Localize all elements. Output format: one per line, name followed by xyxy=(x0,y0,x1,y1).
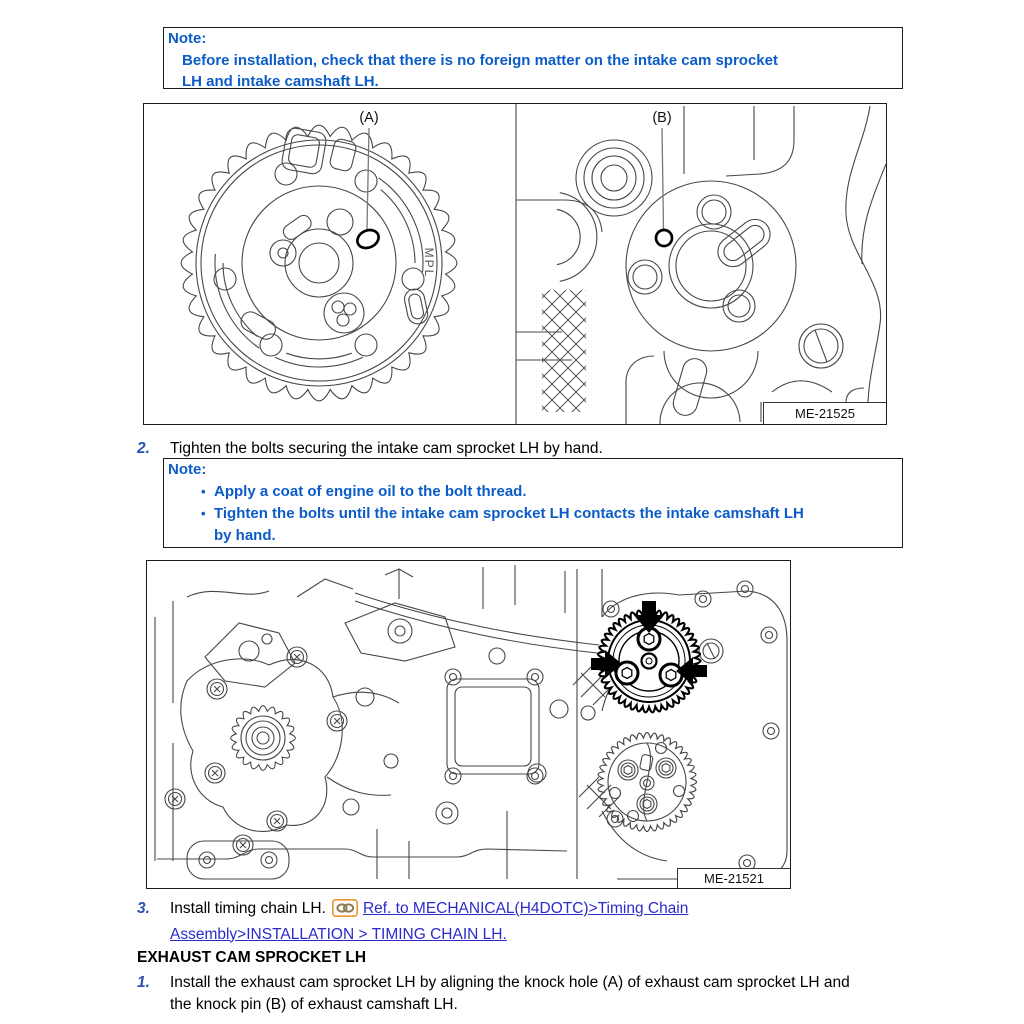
step-1 xyxy=(137,972,915,1015)
leader-line-b xyxy=(662,128,664,229)
section-heading: EXHAUST CAM SPROCKET LH xyxy=(137,949,367,966)
bullet-icon: • xyxy=(201,506,206,521)
figure-engine-timing-chain xyxy=(146,560,791,889)
panel-b-label: (B) xyxy=(652,110,672,126)
step-text-line: the knock pin (B) of exhaust camshaft LH. xyxy=(170,995,458,1013)
step-number: 3. xyxy=(137,900,150,917)
bullet-text: Tighten the bolts until the intake cam sprocket LH contacts the intake camshaft LH xyxy=(214,505,804,522)
note-bullet-continuation xyxy=(164,525,902,547)
note-box-intake-check xyxy=(163,27,903,89)
bullet-text: Apply a coat of engine oil to the bolt thread. xyxy=(214,483,527,500)
chain-link-icon xyxy=(332,899,358,924)
note-bullet-item xyxy=(164,503,902,525)
note-text-line: LH and intake camshaft LH. xyxy=(182,73,379,89)
leader-line-a xyxy=(367,128,369,229)
figure-code: ME-21521 xyxy=(677,868,790,888)
note-label: Note: xyxy=(168,461,207,478)
note-label: Note: xyxy=(168,30,207,47)
panel-a-label: (A) xyxy=(359,110,379,126)
step-text: Tighten the bolts securing the intake cam sprocket LH by hand. xyxy=(170,440,603,457)
bullet-text: by hand. xyxy=(214,527,276,544)
intake-cam-sprocket-highlighted xyxy=(591,601,707,712)
sprocket-stamp-text: MPL xyxy=(422,247,436,279)
step-2 xyxy=(137,438,915,460)
figure-code: ME-21525 xyxy=(763,402,886,424)
figure-intake-cam-sprocket xyxy=(143,103,887,425)
link-line[interactable]: Ref. to MECHANICAL(H4DOTC)>Timing Chain xyxy=(362,900,689,917)
step-text-line: Install the exhaust cam sprocket LH by aligning the knock hole (A) of exhaust cam sprocket LH and xyxy=(170,974,850,991)
step-number: 2. xyxy=(137,440,150,457)
note-bullet-item xyxy=(164,481,902,503)
bullet-icon: • xyxy=(201,484,206,499)
note-text-line: Before installation, check that there is no foreign matter on the intake cam sprocket xyxy=(182,51,778,69)
cam-sprocket-illustration xyxy=(144,104,886,424)
step-text: Install timing chain LH. xyxy=(170,900,326,917)
bullet-spacer xyxy=(201,525,214,547)
step-3 xyxy=(137,898,915,945)
step-number: 1. xyxy=(137,974,150,991)
note-box-bolt-tightening xyxy=(163,458,903,548)
link-line[interactable]: Assembly>INSTALLATION > TIMING CHAIN LH. xyxy=(170,925,507,943)
lower-cam-sprocket-drawing xyxy=(598,733,697,832)
engine-front-illustration xyxy=(147,561,790,888)
knock-pin-marker xyxy=(656,230,672,246)
knock-hole-marker xyxy=(354,227,381,252)
